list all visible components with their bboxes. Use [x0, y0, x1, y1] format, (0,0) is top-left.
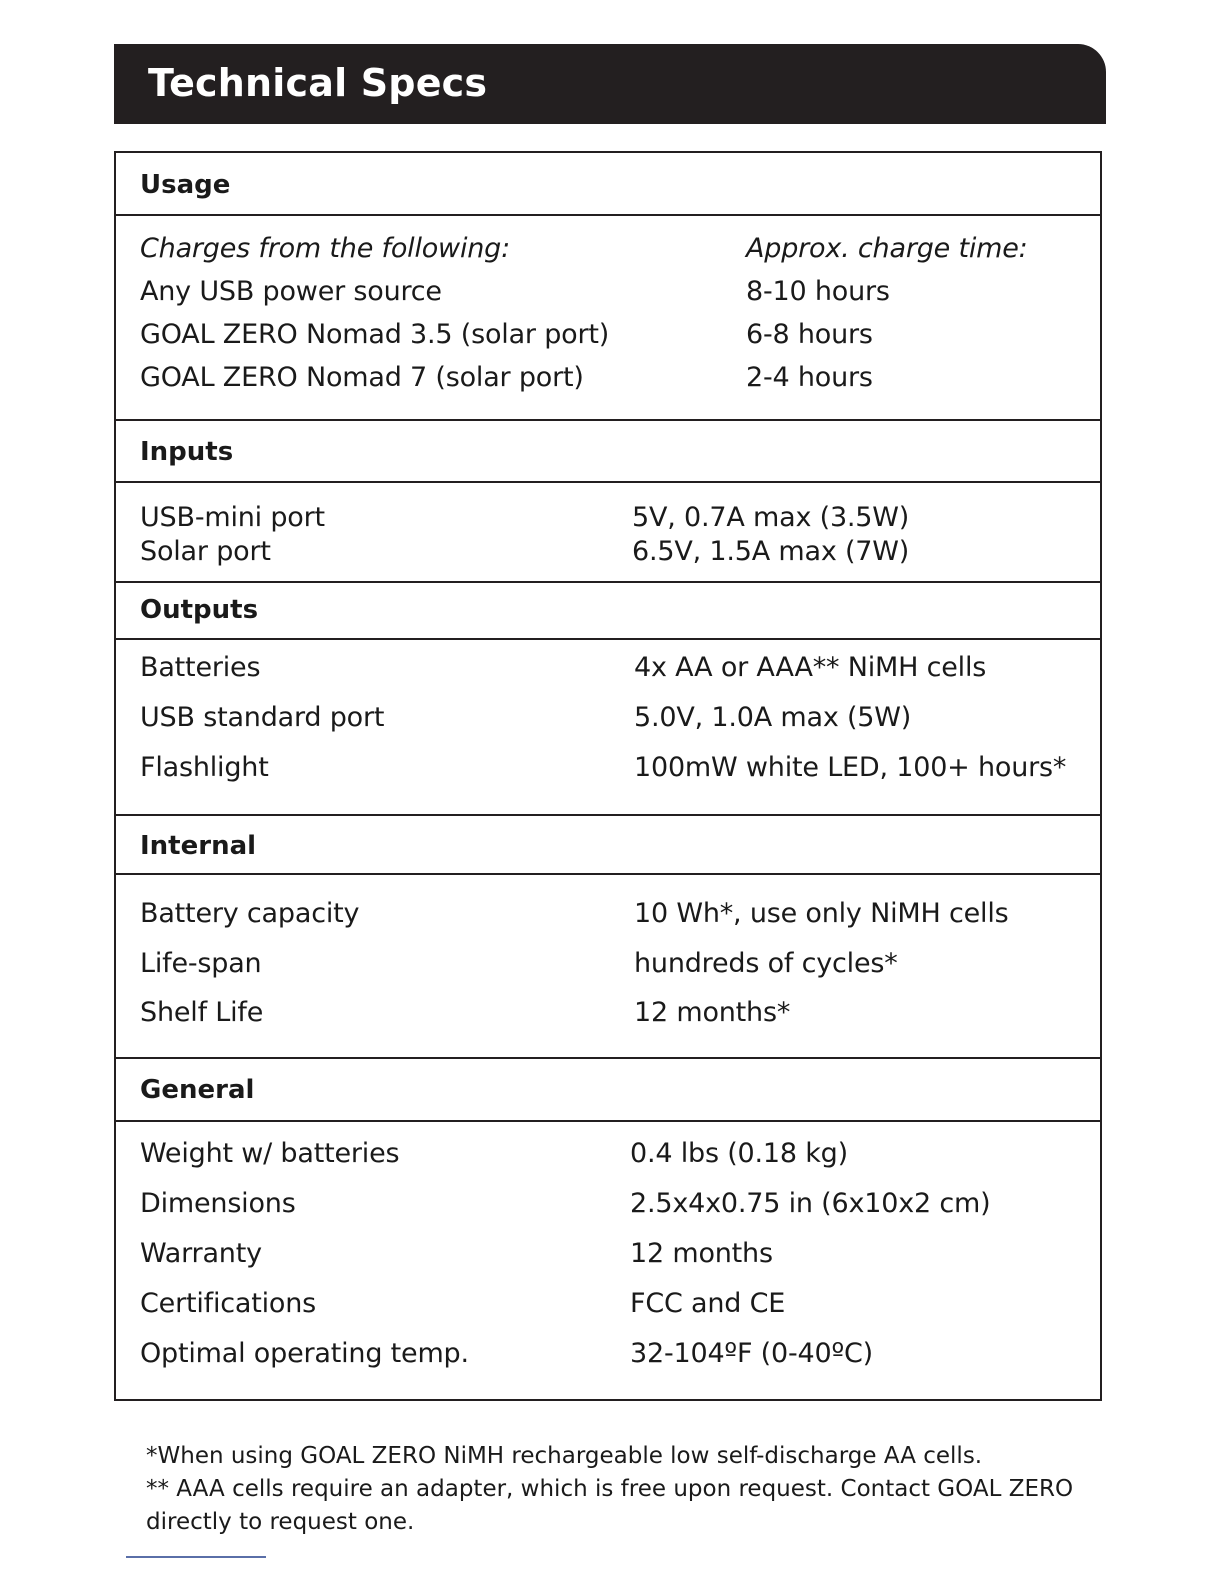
page-title: Technical Specs	[148, 61, 488, 105]
section-heading-general: General	[140, 1075, 255, 1105]
general-value: 0.4 lbs (0.18 kg)	[630, 1138, 848, 1169]
footnote-3: directly to request one.	[146, 1509, 415, 1535]
internal-value: 12 months*	[634, 997, 791, 1028]
usage-source: GOAL ZERO Nomad 3.5 (solar port)	[140, 319, 610, 350]
footnote-1: *When using GOAL ZERO NiMH rechargeable low self-discharge AA cells.	[146, 1443, 983, 1469]
footer-rule	[126, 1556, 266, 1558]
outputs-label: Batteries	[140, 652, 261, 683]
internal-label: Life-span	[140, 948, 262, 979]
outputs-value: 5.0V, 1.0A max (5W)	[634, 702, 912, 733]
general-value: FCC and CE	[630, 1288, 786, 1319]
divider	[116, 419, 1100, 421]
footnote-2: ** AAA cells require an adapter, which is free upon request. Contact GOAL ZERO	[146, 1476, 1074, 1502]
divider	[116, 638, 1100, 640]
internal-value: 10 Wh*, use only NiMH cells	[634, 898, 1009, 929]
specs-table	[114, 151, 1102, 1401]
outputs-value: 4x AA or AAA** NiMH cells	[634, 652, 987, 683]
general-value: 12 months	[630, 1238, 773, 1269]
usage-source: Any USB power source	[140, 276, 442, 307]
usage-source: GOAL ZERO Nomad 7 (solar port)	[140, 362, 584, 393]
usage-left-label: Charges from the following:	[140, 233, 510, 264]
section-heading-inputs: Inputs	[140, 437, 234, 467]
general-label: Warranty	[140, 1238, 262, 1269]
general-label: Optimal operating temp.	[140, 1338, 469, 1369]
general-label: Dimensions	[140, 1188, 296, 1219]
inputs-label: Solar port	[140, 536, 271, 567]
internal-label: Battery capacity	[140, 898, 360, 929]
divider	[116, 1120, 1100, 1122]
usage-right-label: Approx. charge time:	[746, 233, 1028, 264]
divider	[116, 581, 1100, 583]
divider	[116, 1057, 1100, 1059]
footnotes	[146, 1440, 1106, 1539]
inputs-value: 6.5V, 1.5A max (7W)	[632, 536, 910, 567]
inputs-label: USB-mini port	[140, 502, 325, 533]
internal-label: Shelf Life	[140, 997, 264, 1028]
section-heading-internal: Internal	[140, 831, 257, 861]
divider	[116, 481, 1100, 483]
inputs-value: 5V, 0.7A max (3.5W)	[632, 502, 910, 533]
outputs-label: USB standard port	[140, 702, 385, 733]
general-value: 32-104ºF (0-40ºC)	[630, 1338, 873, 1369]
outputs-label: Flashlight	[140, 752, 269, 783]
usage-time: 6-8 hours	[746, 319, 873, 350]
usage-time: 8-10 hours	[746, 276, 890, 307]
internal-value: hundreds of cycles*	[634, 948, 898, 979]
divider	[116, 873, 1100, 875]
section-heading-usage: Usage	[140, 170, 231, 200]
header-banner	[114, 44, 1106, 124]
general-label: Weight w/ batteries	[140, 1138, 400, 1169]
divider	[116, 814, 1100, 816]
divider	[116, 214, 1100, 216]
general-label: Certifications	[140, 1288, 317, 1319]
general-value: 2.5x4x0.75 in (6x10x2 cm)	[630, 1188, 991, 1219]
section-heading-outputs: Outputs	[140, 595, 259, 625]
usage-time: 2-4 hours	[746, 362, 873, 393]
outputs-value: 100mW white LED, 100+ hours*	[634, 752, 1067, 783]
